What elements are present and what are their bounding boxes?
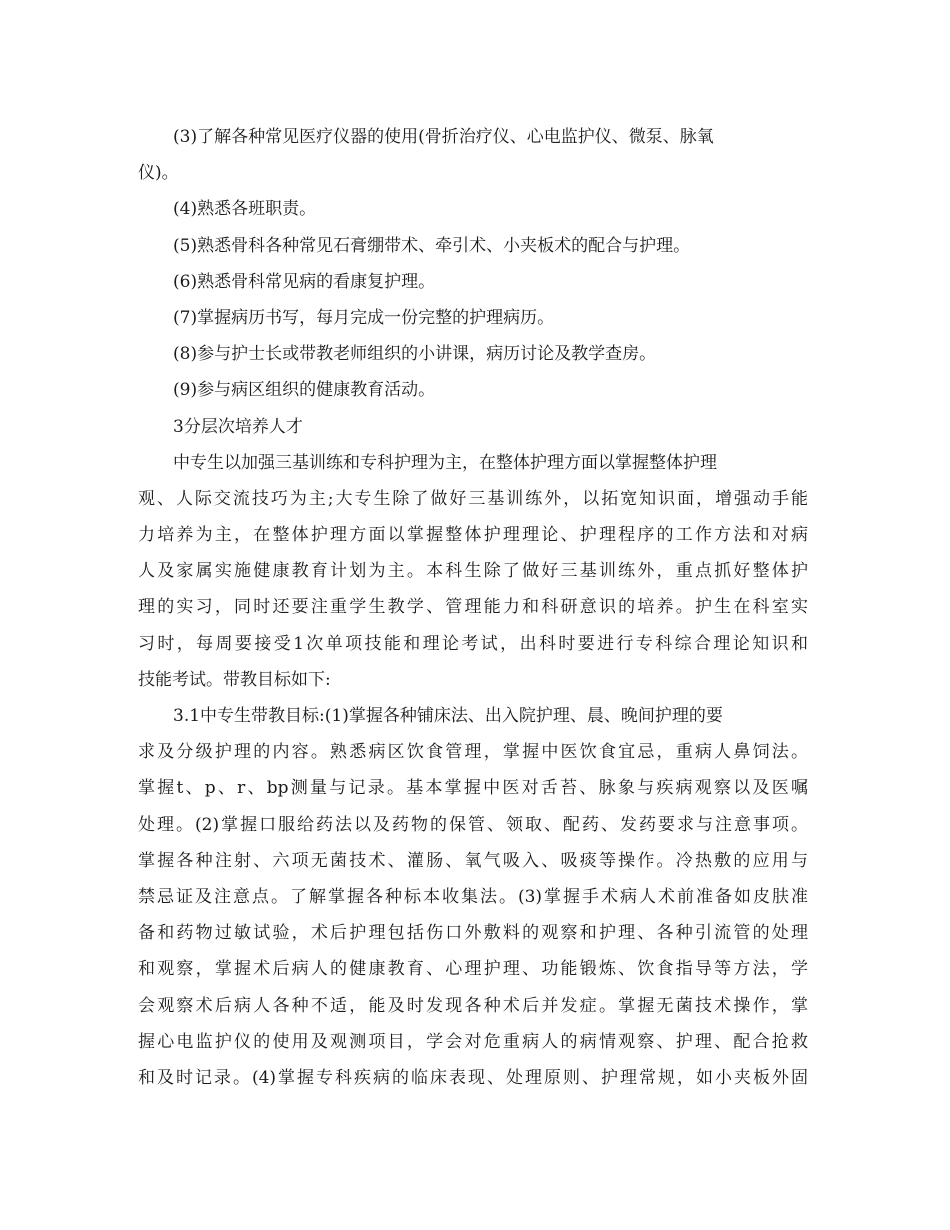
text-line: 和及时记录。(4)掌握专科疾病的临床表现、处理原则、护理常规，如小夹板外固 [138,1067,808,1088]
text-line: 掌握各种注射、六项无菌技术、灌肠、氧气吸入、吸痰等操作。冷热敷的应用与 [138,850,808,871]
text-line: (3)了解各种常见医疗仪器的使用(骨折治疗仪、心电监护仪、微泵、脉氧 [173,127,714,147]
text-line: 观、人际交流技巧为主;大专生除了做好三基训练外，以拓宽知识面，增强动手能 [138,488,808,509]
text-line: (4)熟悉各班职责。 [173,199,317,220]
text-line: (5)熟悉骨科各种常见石膏绷带术、牵引术、小夹板术的配合与护理。 [173,235,691,256]
text-line: 仪)。 [138,163,179,184]
text-line: 3.1中专生带教目标:(1)掌握各种铺床法、出入院护理、晨、晚间护理的要 [173,706,723,726]
text-line: (9)参与病区组织的健康教育活动。 [173,380,436,401]
text-line: 技能考试。带教目标如下: [138,669,331,690]
text-line: 握心电监护仪的使用及观测项目，学会对危重病人的病情观察、护理、配合抢救 [138,1031,808,1052]
text-line: 禁忌证及注意点。了解掌握各种标本收集法。(3)掌握手术病人术前准备如皮肤准 [138,886,808,907]
text-line: 会观察术后病人各种不适，能及时发现各种术后并发症。掌握无菌技术操作，掌 [138,995,808,1016]
text-line: 中专生以加强三基训练和专科护理为主，在整体护理方面以掌握整体护理 [173,452,717,473]
text-line: 理的实习，同时还要注重学生教学、管理能力和科研意识的培养。护生在科室实 [138,597,808,618]
text-line: (7)掌握病历书写，每月完成一份完整的护理病历。 [173,307,555,328]
section-heading: 3分层次培养人才 [173,416,303,437]
text-line: 习时，每周要接受1次单项技能和理论考试，出科时要进行专科综合理论知识和 [138,633,808,654]
text-line: 处理。(2)掌握口服给药法以及药物的保管、领取、配药、发药要求与注意事项。 [138,814,808,835]
text-line: 和观察，掌握术后病人的健康教育、心理护理、功能锻炼、饮食指导等方法，学 [138,959,808,980]
text-line: 求及分级护理的内容。熟悉病区饮食管理，掌握中医饮食宜忌，重病人鼻饲法。 [138,742,808,763]
text-line: 备和药物过敏试验，术后护理包括伤口外敷料的观察和护理、各种引流管的处理 [138,923,808,944]
text-line: (6)熟悉骨科常见病的看康复护理。 [173,271,436,292]
text-line: 力培养为主，在整体护理方面以掌握整体护理理论、护理程序的工作方法和对病 [138,525,808,546]
text-line: 人及家属实施健康教育计划为主。本科生除了做好三基训练外，重点抓好整体护 [138,561,808,582]
document-body [138,119,808,1096]
text-line: (8)参与护士长或带教老师组织的小讲课，病历讨论及教学查房。 [173,344,657,365]
text-line: 掌握t、p、r、bp测量与记录。基本掌握中医对舌苔、脉象与疾病观察以及医嘱 [138,778,808,799]
